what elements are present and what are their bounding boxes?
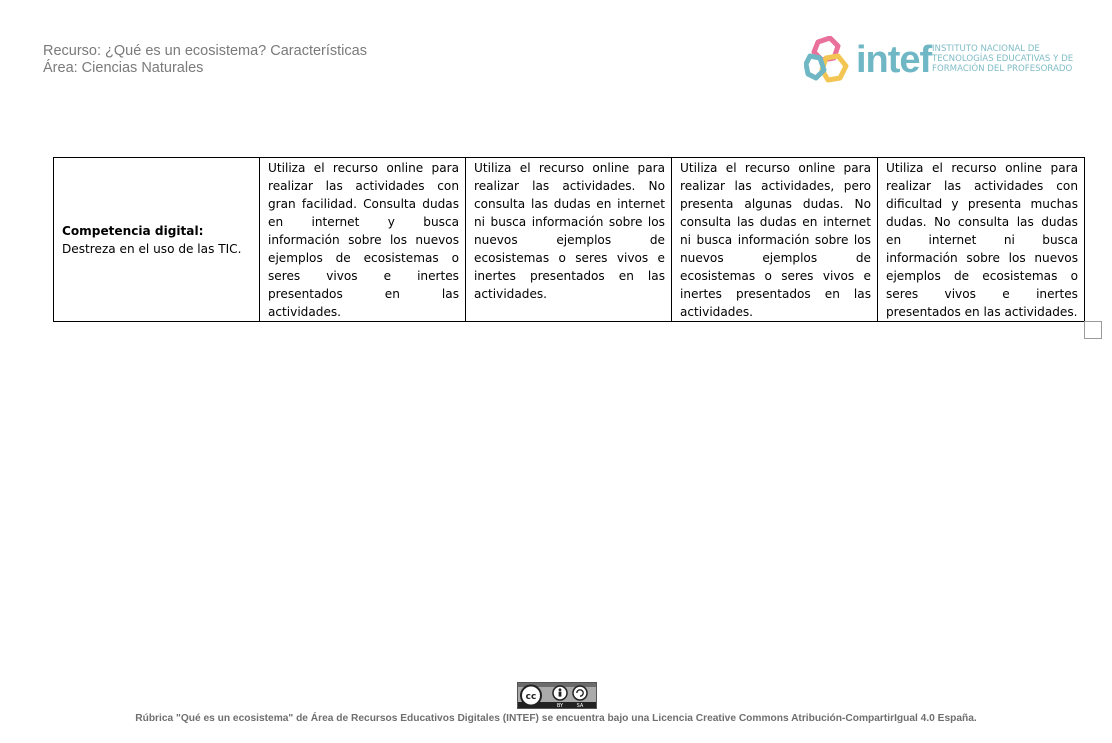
logo-subtitle-line: INSTITUTO NACIONAL DE <box>932 44 1040 54</box>
logo-subtitle <box>932 44 1073 74</box>
intef-emblem-icon <box>804 36 850 84</box>
logo-subtitle-line: TECNOLOGÍAS EDUCATIVAS Y DE <box>932 54 1074 64</box>
logo-wordmark: intef <box>856 39 932 81</box>
sa-label: SA <box>576 703 584 708</box>
resource-title: Recurso: ¿Qué es un ecosistema? Características <box>43 43 367 59</box>
level-cell-1: Utiliza el recurso online para realizar las actividades con gran facilidad. Consulta dudas en internet y busca información sobre los nuevos ejemplos de ecosistemas o seres vivos e inertes presentados en las actividades. <box>260 158 466 322</box>
level-cell-4: Utiliza el recurso online para realizar las actividades con dificultad y presenta muchas dudas. No consulta las dudas en internet ni busca información sobre los nuevos ejemplos de ecosistemas o seres vivos e inertes presentados en las actividades. <box>878 158 1085 322</box>
cc-license-badge[interactable] <box>517 682 597 709</box>
cc-icon-label: cc <box>525 692 537 702</box>
rubric-table <box>53 157 1085 322</box>
table-resize-handle[interactable] <box>1084 321 1102 339</box>
by-label: BY <box>556 703 564 708</box>
criterion-cell <box>54 158 260 322</box>
criterion-label: Competencia digital: <box>62 224 204 238</box>
subject-area: Área: Ciencias Naturales <box>43 60 204 76</box>
rubric-row <box>54 158 1085 322</box>
logo-subtitle-line: FORMACIÓN DEL PROFESORADO <box>932 64 1073 74</box>
license-footer: Rúbrica "Qué es un ecosistema" de Área de Recursos Educativos Digitales (INTEF) se encuentra bajo una Licencia Creative Commons Atribución-CompartirIgual 4.0 España. <box>135 713 977 724</box>
level-cell-3: Utiliza el recurso online para realizar las actividades, pero presenta algunas dudas. No consulta las dudas en internet ni busca información sobre los nuevos ejemplos de ecosistemas o seres vivos e inertes presentados en las actividades. <box>672 158 878 322</box>
level-cell-2: Utiliza el recurso online para realizar las actividades. No consulta las dudas en internet ni busca información sobre los nuevos ejemplos de ecosistemas o seres vivos e inertes presentados en las actividades. <box>466 158 672 322</box>
document-header <box>43 43 367 77</box>
criterion-description: Destreza en el uso de las TIC. <box>62 242 242 256</box>
intef-logo <box>804 36 1074 86</box>
share-alike-icon <box>573 686 587 700</box>
